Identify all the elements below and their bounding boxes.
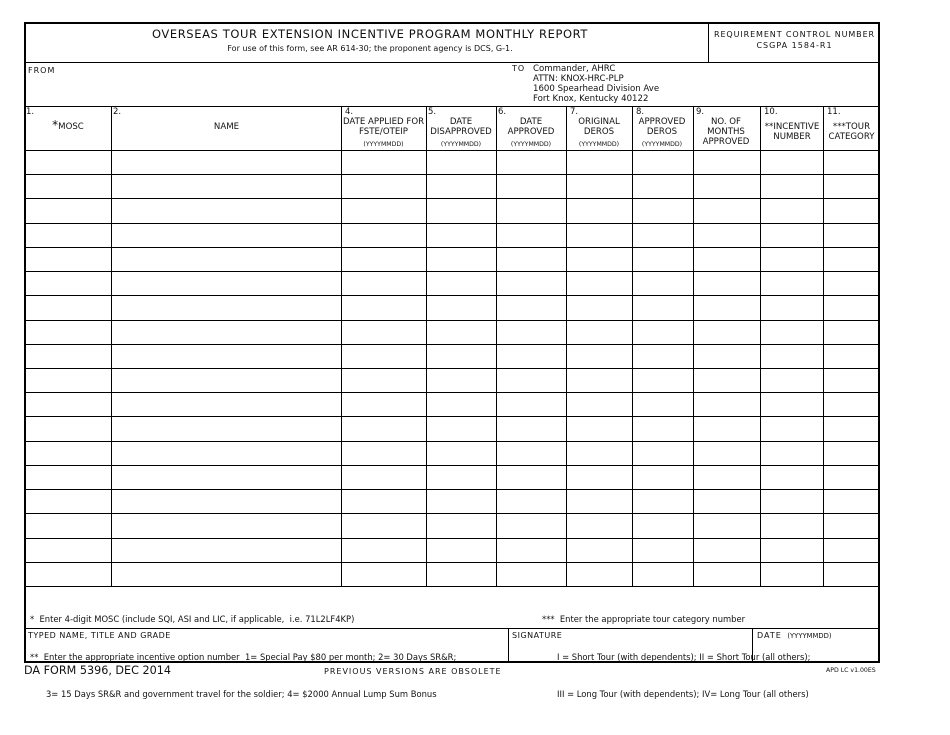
table-cell-input[interactable] (633, 539, 692, 561)
date-label-wrap (757, 631, 831, 640)
table-cell-input[interactable] (25, 442, 110, 464)
table-cell-input[interactable] (824, 272, 879, 294)
table-cell-input[interactable] (824, 563, 879, 585)
col-header-original-deros (566, 107, 632, 150)
table-cell-input[interactable] (824, 490, 879, 512)
col-header-approved-deros (632, 107, 692, 150)
table-cell-input[interactable] (567, 248, 631, 270)
col-header-incentive-number (761, 107, 823, 142)
table-cell-input[interactable] (633, 248, 692, 270)
table-cell-input[interactable] (342, 175, 425, 197)
table-cell-input[interactable] (824, 321, 879, 343)
table-cell-input[interactable] (497, 321, 565, 343)
col-number: 2. (113, 107, 122, 117)
col-label: DATE APPLIED FOR FSTE/OTEIP (342, 117, 425, 137)
table-cell-input[interactable] (427, 393, 495, 415)
table-cell-input[interactable] (761, 393, 822, 415)
table-cell-input[interactable] (25, 321, 110, 343)
table-cell-input[interactable] (761, 272, 822, 294)
table-cell-input[interactable] (342, 272, 425, 294)
table-cell-input[interactable] (694, 151, 759, 173)
table-cell-input[interactable] (694, 175, 759, 197)
table-cell-input[interactable] (761, 296, 822, 318)
col-number: 11. (827, 107, 841, 117)
col-header-tour-category (823, 107, 880, 142)
col-label: ***TOUR CATEGORY (828, 122, 875, 142)
table-cell-input[interactable] (112, 175, 340, 197)
table-cell-input[interactable] (761, 563, 822, 585)
table-cell-input[interactable] (497, 151, 565, 173)
table-cell-input[interactable] (112, 296, 340, 318)
col-label: **INCENTIVE NUMBER (764, 122, 820, 142)
typed-name-label: TYPED NAME, TITLE AND GRADE (28, 631, 171, 640)
table-cell-input[interactable] (824, 248, 879, 270)
table-cell-input[interactable] (694, 466, 759, 488)
signature-field[interactable] (512, 643, 748, 660)
table-cell-input[interactable] (25, 393, 110, 415)
table-cell-input[interactable] (497, 490, 565, 512)
table-cell-input[interactable] (633, 199, 692, 221)
table-cell-input[interactable] (25, 539, 110, 561)
table-cell-input[interactable] (112, 272, 340, 294)
table-cell-input[interactable] (112, 490, 340, 512)
table-cell-input[interactable] (761, 417, 822, 439)
table-cell-input[interactable] (342, 490, 425, 512)
table-cell-input[interactable] (633, 175, 692, 197)
to-address (533, 64, 659, 104)
table-cell-input[interactable] (633, 417, 692, 439)
col-label: ORIGINAL DEROS (578, 117, 620, 137)
table-cell-input[interactable] (694, 490, 759, 512)
table-cell-input[interactable] (497, 417, 565, 439)
table-cell-input[interactable] (25, 272, 110, 294)
table-cell-input[interactable] (25, 296, 110, 318)
col-label: NAME (213, 122, 240, 132)
table-cell-input[interactable] (824, 369, 879, 391)
table-cell-input[interactable] (824, 514, 879, 536)
table-cell-input[interactable] (497, 248, 565, 270)
table-cell-input[interactable] (25, 490, 110, 512)
table-cell-input[interactable] (633, 296, 692, 318)
signature-divider-1 (508, 628, 509, 663)
table-cell-input[interactable] (112, 539, 340, 561)
table-cell-input[interactable] (112, 393, 340, 415)
table-cell-input[interactable] (567, 272, 631, 294)
table-cell-input[interactable] (824, 345, 879, 367)
table-cell-input[interactable] (824, 175, 879, 197)
table-cell-input[interactable] (633, 466, 692, 488)
table-cell-input[interactable] (497, 466, 565, 488)
table-cell-input[interactable] (694, 272, 759, 294)
form-subtitle: For use of this form, see AR 614-30; the proponent agency is DCS, G-1. (227, 44, 513, 53)
table-cell-input[interactable] (427, 345, 495, 367)
table-cell-input[interactable] (824, 417, 879, 439)
col-label: MOSC (58, 122, 84, 132)
table-cell-input[interactable] (567, 224, 631, 246)
table-cell-input[interactable] (824, 442, 879, 464)
table-cell-input[interactable] (761, 539, 822, 561)
col-number: 10. (764, 107, 778, 117)
col-number: 8. (636, 107, 645, 117)
table-cell-input[interactable] (342, 563, 425, 585)
table-cell-input[interactable] (633, 442, 692, 464)
table-cell-input[interactable] (633, 563, 692, 585)
table-cell-input[interactable] (427, 175, 495, 197)
table-cell-input[interactable] (567, 466, 631, 488)
table-cell-input[interactable] (427, 442, 495, 464)
table-cell-input[interactable] (112, 199, 340, 221)
col-header-mosc: 1. *MOSC (26, 107, 84, 132)
table-cell-input[interactable] (112, 224, 340, 246)
instruction-line: ** Enter the appropriate incentive option number 1= Special Pay $80 per month; 2= 30 Days SR&R; (30, 651, 457, 662)
col-number: 1. (26, 107, 35, 117)
typed-name-field[interactable] (28, 643, 503, 660)
table-cell-input[interactable] (25, 514, 110, 536)
table-cell-input[interactable] (567, 393, 631, 415)
table-cell-input[interactable] (112, 466, 340, 488)
col-label: NO. OF MONTHS APPROVED (702, 117, 750, 147)
table-cell-input[interactable] (761, 514, 822, 536)
table-cell-input[interactable] (761, 321, 822, 343)
table-cell-input[interactable] (567, 369, 631, 391)
table-cell-input[interactable] (567, 514, 631, 536)
col-label: DATE APPROVED (507, 117, 555, 137)
table-cell-input[interactable] (427, 490, 495, 512)
table-cell-input[interactable] (25, 199, 110, 221)
table-cell-input[interactable] (112, 563, 340, 585)
table-cell-input[interactable] (427, 514, 495, 536)
table-cell-input[interactable] (497, 539, 565, 561)
to-address-line: Commander, AHRC (533, 64, 616, 74)
col-header-date-disapproved (426, 107, 496, 150)
table-cell-input[interactable] (427, 321, 495, 343)
table-cell-input[interactable] (25, 563, 110, 585)
table-cell-input[interactable] (694, 296, 759, 318)
col-number: 6. (498, 107, 507, 117)
table-cell-input[interactable] (112, 321, 340, 343)
version-tag: APD LC v1.00ES (826, 667, 876, 674)
table-cell-input[interactable] (694, 393, 759, 415)
from-field[interactable] (28, 78, 500, 107)
table-cell-input[interactable] (112, 151, 340, 173)
table-cell-input[interactable] (342, 248, 425, 270)
to-address-line: ATTN: KNOX-HRC-PLP (533, 74, 624, 84)
table-cell-input[interactable] (824, 539, 879, 561)
table-cell-input[interactable] (761, 369, 822, 391)
table-cell-input[interactable] (25, 369, 110, 391)
table-cell-input[interactable] (342, 417, 425, 439)
to-address-line: 1600 Spearhead Division Ave (533, 84, 660, 94)
col-label: DATE DISAPPROVED (430, 117, 492, 137)
table-cell-input[interactable] (694, 224, 759, 246)
table-cell-input[interactable] (694, 539, 759, 561)
col-header-date-applied (341, 107, 426, 150)
table-cell-input[interactable] (342, 345, 425, 367)
table-cell-input[interactable] (427, 224, 495, 246)
table-cell-input[interactable] (497, 224, 565, 246)
table-cell-input[interactable] (761, 466, 822, 488)
table-cell-input[interactable] (694, 563, 759, 585)
table-cell-input[interactable] (694, 369, 759, 391)
table-cell-input[interactable] (497, 563, 565, 585)
table-cell-input[interactable] (633, 369, 692, 391)
table-cell-input[interactable] (497, 296, 565, 318)
table-cell-input[interactable] (633, 393, 692, 415)
col-number: 9. (696, 107, 705, 117)
table-cell-input[interactable] (427, 466, 495, 488)
table-cell-input[interactable] (112, 417, 340, 439)
obsolete-notice: PREVIOUS VERSIONS ARE OBSOLETE (324, 667, 502, 676)
instruction-line: 3= 15 Days SR&R and government travel for the soldier; 4= $2000 Annual Lump Sum Bonus (30, 689, 437, 699)
table-cell-input[interactable] (567, 442, 631, 464)
table-cell-input[interactable] (694, 417, 759, 439)
date-format: (YYYYMMDD) (787, 632, 832, 640)
table-cell-input[interactable] (694, 345, 759, 367)
table-cell-input[interactable] (25, 345, 110, 367)
table-cell-input[interactable] (633, 345, 692, 367)
table-cell-input[interactable] (427, 296, 495, 318)
table-cell-input[interactable] (25, 248, 110, 270)
header-rule (24, 62, 880, 63)
table-bottom-rule (24, 586, 880, 587)
col-number: 7. (570, 107, 579, 117)
table-cell-input[interactable] (497, 369, 565, 391)
table-cell-input[interactable] (497, 175, 565, 197)
table-cell-input[interactable] (427, 417, 495, 439)
table-cell-input[interactable] (567, 490, 631, 512)
col-format: (YYYYMMDD) (440, 141, 482, 148)
table-cell-input[interactable] (25, 224, 110, 246)
table-cell-input[interactable] (25, 151, 110, 173)
col-format: (YYYYMMDD) (510, 141, 552, 148)
col-format: (YYYYMMDD) (641, 141, 683, 148)
table-cell-input[interactable] (694, 248, 759, 270)
table-cell-input[interactable] (427, 151, 495, 173)
table-cell-input[interactable] (342, 296, 425, 318)
to-address-line: Fort Knox, Kentucky 40122 (533, 94, 649, 104)
table-cell-input[interactable] (824, 296, 879, 318)
table-cell-input[interactable] (497, 199, 565, 221)
table-cell-input[interactable] (761, 442, 822, 464)
table-cell-input[interactable] (824, 199, 879, 221)
table-cell-input[interactable] (761, 199, 822, 221)
table-cell-input[interactable] (497, 442, 565, 464)
table-cell-input[interactable] (342, 369, 425, 391)
table-cell-input[interactable] (567, 199, 631, 221)
table-cell-input[interactable] (497, 272, 565, 294)
table-cell-input[interactable] (25, 466, 110, 488)
signature-divider-2 (752, 628, 753, 663)
table-cell-input[interactable] (567, 151, 631, 173)
table-cell-input[interactable] (427, 369, 495, 391)
signature-label: SIGNATURE (512, 631, 563, 640)
table-cell-input[interactable] (342, 321, 425, 343)
col-header-months-approved (693, 107, 759, 147)
table-cell-input[interactable] (824, 151, 879, 173)
table-cell-input[interactable] (567, 563, 631, 585)
table-cell-input[interactable] (497, 345, 565, 367)
col-number: 5. (428, 107, 437, 117)
table-cell-input[interactable] (427, 199, 495, 221)
table-cell-input[interactable] (342, 151, 425, 173)
rcn-label: REQUIREMENT CONTROL NUMBER (714, 30, 875, 39)
col-format: (YYYYMMDD) (363, 141, 404, 148)
table-cell-input[interactable] (694, 199, 759, 221)
table-cell-input[interactable] (342, 224, 425, 246)
table-cell-input[interactable] (761, 490, 822, 512)
table-cell-input[interactable] (761, 175, 822, 197)
col-number: 4. (345, 107, 354, 117)
date-label: DATE (757, 631, 782, 640)
col-header-name (113, 107, 340, 132)
table-cell-input[interactable] (761, 151, 822, 173)
table-cell-input[interactable] (497, 514, 565, 536)
table-cell-input[interactable] (427, 248, 495, 270)
table-cell-input[interactable] (567, 296, 631, 318)
table-cell-input[interactable] (633, 272, 692, 294)
table-cell-input[interactable] (633, 151, 692, 173)
table-cell-input[interactable] (824, 466, 879, 488)
table-cell-input[interactable] (112, 442, 340, 464)
table-cell-input[interactable] (633, 514, 692, 536)
table-cell-input[interactable] (342, 199, 425, 221)
table-cell-input[interactable] (342, 539, 425, 561)
table-cell-input[interactable] (342, 466, 425, 488)
instruction-line: *** Enter the appropriate tour category number (542, 614, 746, 624)
form-id: DA FORM 5396, DEC 2014 (24, 664, 171, 677)
to-label: TO (512, 64, 526, 73)
form-title: OVERSEAS TOUR EXTENSION INCENTIVE PROGRAM MONTHLY REPORT (151, 27, 589, 41)
col-label: APPROVED DEROS (638, 117, 686, 137)
table-cell-input[interactable] (824, 393, 879, 415)
table-cell-input[interactable] (427, 272, 495, 294)
table-cell-input[interactable] (342, 514, 425, 536)
table-cell-input[interactable] (567, 345, 631, 367)
table-cell-input[interactable] (497, 393, 565, 415)
table-cell-input[interactable] (567, 417, 631, 439)
rcn-value: CSGPA 1584-R1 (756, 41, 833, 50)
table-cell-input[interactable] (112, 369, 340, 391)
table-cell-input[interactable] (694, 321, 759, 343)
table-cell-input[interactable] (567, 321, 631, 343)
table-cell-input[interactable] (694, 514, 759, 536)
table-cell-input[interactable] (25, 175, 110, 197)
table-cell-input[interactable] (427, 539, 495, 561)
table-cell-input[interactable] (824, 224, 879, 246)
instruction-line: * Enter 4-digit MOSC (include SQI, ASI and LIC, if applicable, i.e. 71L2LF4KP) (30, 614, 355, 624)
table-cell-input[interactable] (761, 224, 822, 246)
table-cell-input[interactable] (25, 417, 110, 439)
table-cell-input[interactable] (427, 563, 495, 585)
table-cell-input[interactable] (761, 248, 822, 270)
instruction-line: III = Long Tour (with dependents); IV= Long Tour (all others) (557, 689, 809, 699)
from-label: FROM (28, 66, 56, 75)
table-cell-input[interactable] (112, 345, 340, 367)
table-cell-input[interactable] (633, 490, 692, 512)
table-cell-input[interactable] (112, 248, 340, 270)
table-cell-input[interactable] (694, 442, 759, 464)
table-cell-input[interactable] (567, 539, 631, 561)
table-cell-input[interactable] (112, 514, 340, 536)
table-cell-input[interactable] (567, 175, 631, 197)
instruction-line: I = Short Tour (with dependents); II = Short Tour (all others); (557, 651, 811, 662)
table-cell-input[interactable] (342, 393, 425, 415)
table-cell-input[interactable] (342, 442, 425, 464)
date-field[interactable] (757, 643, 875, 660)
col-format: (YYYYMMDD) (578, 141, 620, 148)
col-header-date-approved (496, 107, 566, 150)
table-cell-input[interactable] (633, 224, 692, 246)
table-cell-input[interactable] (633, 321, 692, 343)
table-cell-input[interactable] (761, 345, 822, 367)
